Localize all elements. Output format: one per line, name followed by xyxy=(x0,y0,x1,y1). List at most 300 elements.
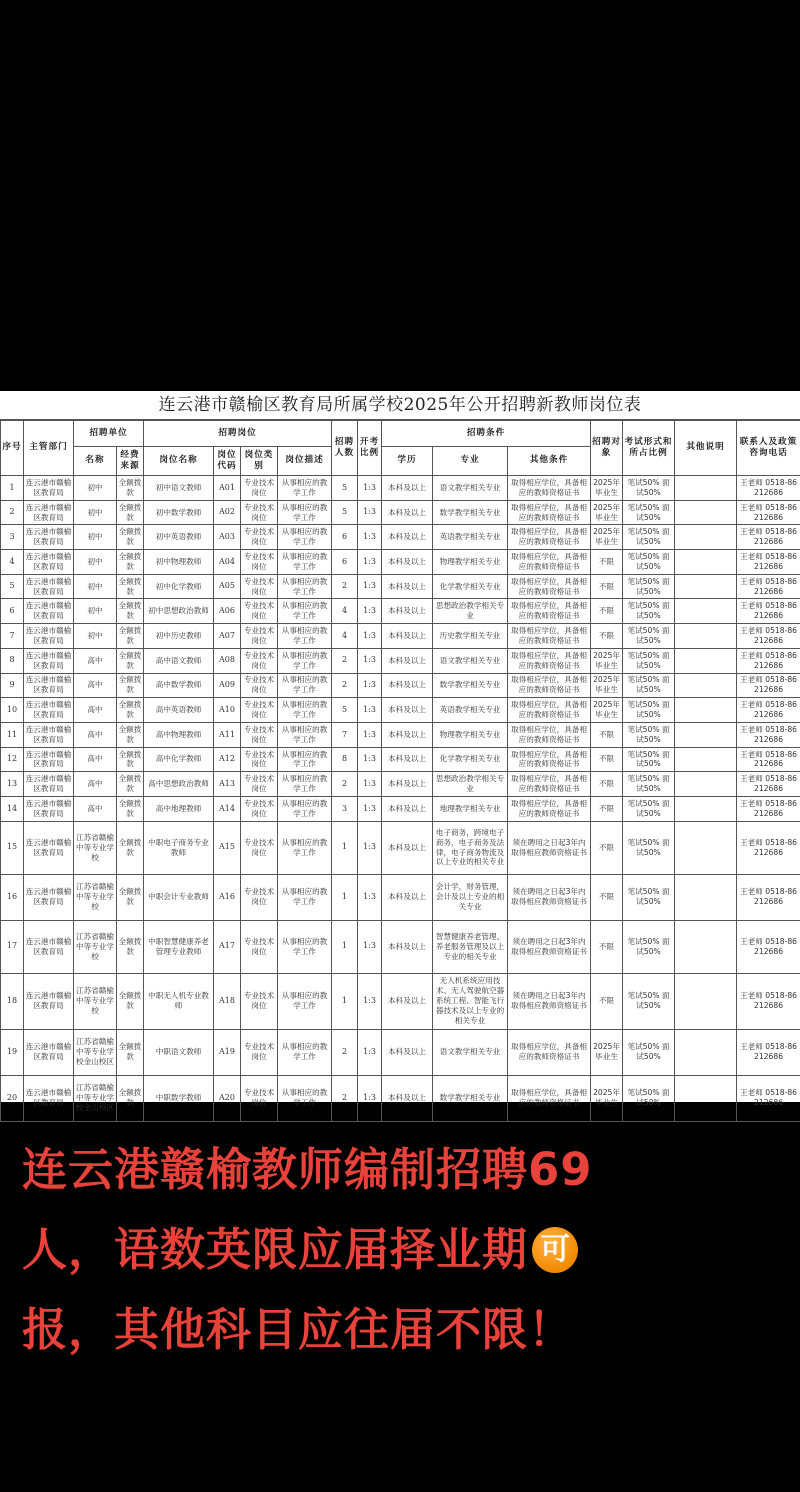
cell-target: 2025年毕业生 xyxy=(591,476,623,501)
cell-contact: 王老师 0518-86212686 xyxy=(737,1029,800,1075)
table-row xyxy=(1,648,800,673)
cell-contact: 王老师 0518-86212686 xyxy=(737,920,800,973)
cell-major: 英语教学相关专业 xyxy=(433,698,508,723)
cell-post-code: A03 xyxy=(214,525,241,550)
cell-contact: 王老师 0518-86212686 xyxy=(737,796,800,821)
cell-target: 2025年毕业生 xyxy=(591,525,623,550)
cell-contact: 王老师 0518-86212686 xyxy=(737,874,800,920)
cell-major: 数学教学相关专业 xyxy=(433,500,508,525)
cell-contact: 王老师 0518-86212686 xyxy=(737,648,800,673)
cell-other-cond: 须在聘用之日起3年内取得相应教师资格证书 xyxy=(508,821,591,874)
cell-education: 本科及以上 xyxy=(382,1029,433,1075)
cell-contact: 王老师 0518-86212686 xyxy=(737,599,800,624)
cell-notes xyxy=(675,673,737,698)
cell-funding: 全额拨款 xyxy=(117,772,144,797)
cell-dept: 连云港市赣榆区教育局 xyxy=(24,599,74,624)
table-row xyxy=(1,1029,800,1075)
cell-unit-name: 江苏省赣榆中等专业学校 xyxy=(74,973,117,1029)
cell-seq: 17 xyxy=(1,920,24,973)
cell-unit-name: 江苏省赣榆中等专业学校 xyxy=(74,874,117,920)
cell-other-cond: 取得相应学位，具备相应的教师资格证书 xyxy=(508,599,591,624)
cell-target: 不限 xyxy=(591,722,623,747)
cell-exam: 笔试50% 面试50% xyxy=(623,1075,675,1121)
table-row xyxy=(1,821,800,874)
cell-unit-name: 初中 xyxy=(74,500,117,525)
cell-post-type: 专业技术岗位 xyxy=(241,796,278,821)
cell-post-name: 初中历史教师 xyxy=(144,624,214,649)
cell-post-name: 初中化学教师 xyxy=(144,574,214,599)
cell-exam: 笔试50% 面试50% xyxy=(623,550,675,575)
cell-contact: 王老师 0518-86212686 xyxy=(737,698,800,723)
cell-seq: 14 xyxy=(1,796,24,821)
cell-funding: 全额拨款 xyxy=(117,796,144,821)
cell-exam: 笔试50% 面试50% xyxy=(623,821,675,874)
cell-seq: 16 xyxy=(1,874,24,920)
cell-ratio: 1:3 xyxy=(358,698,382,723)
cell-post-type: 专业技术岗位 xyxy=(241,874,278,920)
cell-unit-name: 江苏省赣榆中等专业学校 xyxy=(74,821,117,874)
header-post-desc: 岗位描述 xyxy=(278,447,332,476)
header-unit-group: 招聘单位 xyxy=(74,421,144,447)
cell-other-cond: 取得相应学位，具备相应的教师资格证书 xyxy=(508,500,591,525)
cell-contact: 王老师 0518-86212686 xyxy=(737,772,800,797)
table-row xyxy=(1,624,800,649)
header-post-name: 岗位名称 xyxy=(144,447,214,476)
cell-major: 思想政治教学相关专业 xyxy=(433,599,508,624)
cell-count: 4 xyxy=(332,599,358,624)
cell-target: 2025年毕业生 xyxy=(591,648,623,673)
cell-funding: 全额拨款 xyxy=(117,698,144,723)
cell-exam: 笔试50% 面试50% xyxy=(623,747,675,772)
caption-line-2 xyxy=(22,1210,800,1290)
cell-major: 化学教学相关专业 xyxy=(433,574,508,599)
cell-unit-name: 高中 xyxy=(74,747,117,772)
cell-contact: 王老师 0518-86212686 xyxy=(737,673,800,698)
cell-dept: 连云港市赣榆区教育局 xyxy=(24,973,74,1029)
cell-post-code: A07 xyxy=(214,624,241,649)
cell-funding: 全额拨款 xyxy=(117,648,144,673)
cell-funding: 全额拨款 xyxy=(117,973,144,1029)
cell-count: 5 xyxy=(332,476,358,501)
promo-caption xyxy=(0,1130,800,1390)
table-row xyxy=(1,722,800,747)
cell-major: 智慧健康养老管理、养老服务管理及以上专业的相关专业 xyxy=(433,920,508,973)
cell-funding: 全额拨款 xyxy=(117,1029,144,1075)
cell-education: 本科及以上 xyxy=(382,648,433,673)
cell-post-desc: 从事相应的教学工作 xyxy=(278,574,332,599)
cell-contact: 王老师 0518-86212686 xyxy=(737,574,800,599)
cell-count: 5 xyxy=(332,500,358,525)
cell-count: 2 xyxy=(332,574,358,599)
cell-dept: 连云港市赣榆区教育局 xyxy=(24,747,74,772)
header-seq: 序号 xyxy=(1,421,24,476)
cell-funding: 全额拨款 xyxy=(117,874,144,920)
cell-post-code: A14 xyxy=(214,796,241,821)
cell-post-name: 初中语文教师 xyxy=(144,476,214,501)
cell-education: 本科及以上 xyxy=(382,599,433,624)
cell-post-name: 高中化学教师 xyxy=(144,747,214,772)
cell-post-type: 专业技术岗位 xyxy=(241,698,278,723)
cell-exam: 笔试50% 面试50% xyxy=(623,648,675,673)
cell-major: 物理教学相关专业 xyxy=(433,550,508,575)
cell-count: 1 xyxy=(332,821,358,874)
cell-funding: 全额拨款 xyxy=(117,500,144,525)
cell-seq: 3 xyxy=(1,525,24,550)
cell-major: 语文教学相关专业 xyxy=(433,1029,508,1075)
cell-funding: 全额拨款 xyxy=(117,624,144,649)
cell-seq: 7 xyxy=(1,624,24,649)
cell-major: 电子商务，跨境电子商务，电子商务及法律，电子商务物流及以上专业的相关专业 xyxy=(433,821,508,874)
table-row xyxy=(1,599,800,624)
table-row xyxy=(1,772,800,797)
cell-notes xyxy=(675,624,737,649)
cell-seq: 2 xyxy=(1,500,24,525)
cell-count: 2 xyxy=(332,648,358,673)
cell-major: 化学教学相关专业 xyxy=(433,747,508,772)
cell-education: 本科及以上 xyxy=(382,821,433,874)
cell-other-cond: 取得相应学位，具备相应的教师资格证书 xyxy=(508,476,591,501)
cell-contact: 王老师 0518-86212686 xyxy=(737,550,800,575)
cell-unit-name: 江苏省赣榆中等专业学校金山校区 xyxy=(74,1029,117,1075)
cell-post-code: A02 xyxy=(214,500,241,525)
cell-target: 2025年毕业生 xyxy=(591,500,623,525)
cell-post-name: 高中物理教师 xyxy=(144,722,214,747)
cell-target: 不限 xyxy=(591,874,623,920)
cell-other-cond: 取得相应学位，具备相应的教师资格证书 xyxy=(508,648,591,673)
cell-ratio: 1:3 xyxy=(358,574,382,599)
cell-ratio: 1:3 xyxy=(358,476,382,501)
cell-major: 无人机系统应用技术、无人驾驶航空器系统工程、智能飞行器技术及以上专业的相关专业 xyxy=(433,973,508,1029)
cell-post-name: 初中英语教师 xyxy=(144,525,214,550)
cell-count: 1 xyxy=(332,874,358,920)
cell-seq: 4 xyxy=(1,550,24,575)
header-post-code: 岗位代码 xyxy=(214,447,241,476)
cell-post-name: 中职无人机专业教师 xyxy=(144,973,214,1029)
cell-count: 7 xyxy=(332,722,358,747)
cell-post-name: 中职会计专业教师 xyxy=(144,874,214,920)
cell-post-code: A12 xyxy=(214,747,241,772)
cell-notes xyxy=(675,874,737,920)
cell-seq: 12 xyxy=(1,747,24,772)
cell-education: 本科及以上 xyxy=(382,624,433,649)
cell-seq: 5 xyxy=(1,574,24,599)
header-dept: 主管部门 xyxy=(24,421,74,476)
cell-ratio: 1:3 xyxy=(358,722,382,747)
cell-post-desc: 从事相应的教学工作 xyxy=(278,722,332,747)
cell-unit-name: 初中 xyxy=(74,550,117,575)
cell-education: 本科及以上 xyxy=(382,476,433,501)
table-row xyxy=(1,920,800,973)
cell-post-type: 专业技术岗位 xyxy=(241,673,278,698)
table-row xyxy=(1,1075,800,1121)
cell-ratio: 1:3 xyxy=(358,821,382,874)
cell-post-desc: 从事相应的教学工作 xyxy=(278,673,332,698)
cell-post-name: 中职语文教师 xyxy=(144,1029,214,1075)
cell-education: 本科及以上 xyxy=(382,550,433,575)
cell-seq: 9 xyxy=(1,673,24,698)
cell-education: 本科及以上 xyxy=(382,973,433,1029)
cell-post-desc: 从事相应的教学工作 xyxy=(278,525,332,550)
cell-funding: 全额拨款 xyxy=(117,673,144,698)
cell-target: 不限 xyxy=(591,973,623,1029)
header-major: 专业 xyxy=(433,447,508,476)
cell-exam: 笔试50% 面试50% xyxy=(623,1029,675,1075)
cell-ratio: 1:3 xyxy=(358,772,382,797)
cell-other-cond: 须在聘用之日起3年内取得相应教师资格证书 xyxy=(508,874,591,920)
header-education: 学历 xyxy=(382,447,433,476)
cell-post-code: A16 xyxy=(214,874,241,920)
cell-other-cond: 取得相应学位，具备相应的教师资格证书 xyxy=(508,747,591,772)
cell-notes xyxy=(675,500,737,525)
cell-seq: 10 xyxy=(1,698,24,723)
cell-post-type: 专业技术岗位 xyxy=(241,821,278,874)
cell-notes xyxy=(675,973,737,1029)
job-posting-document xyxy=(0,391,800,1113)
cell-post-name: 初中物理教师 xyxy=(144,550,214,575)
cell-exam: 笔试50% 面试50% xyxy=(623,874,675,920)
cell-unit-name: 初中 xyxy=(74,624,117,649)
cell-contact: 王老师 0518-86212686 xyxy=(737,500,800,525)
cell-major: 地理教学相关专业 xyxy=(433,796,508,821)
cell-post-desc: 从事相应的教学工作 xyxy=(278,772,332,797)
cell-seq: 19 xyxy=(1,1029,24,1075)
cell-target: 不限 xyxy=(591,772,623,797)
cell-ratio: 1:3 xyxy=(358,747,382,772)
cell-exam: 笔试50% 面试50% xyxy=(623,525,675,550)
cell-post-code: A08 xyxy=(214,648,241,673)
cell-dept: 连云港市赣榆区教育局 xyxy=(24,624,74,649)
cell-unit-name: 初中 xyxy=(74,525,117,550)
cell-funding: 全额拨款 xyxy=(117,1075,144,1121)
cell-post-name: 中职电子商务专业教师 xyxy=(144,821,214,874)
cell-post-code: A11 xyxy=(214,722,241,747)
cell-other-cond: 须在聘用之日起3年内取得相应教师资格证书 xyxy=(508,920,591,973)
cell-dept: 连云港市赣榆区教育局 xyxy=(24,673,74,698)
cell-dept: 连云港市赣榆区教育局 xyxy=(24,796,74,821)
table-row xyxy=(1,574,800,599)
cell-count: 6 xyxy=(332,525,358,550)
cell-notes xyxy=(675,550,737,575)
cell-dept: 连云港市赣榆区教育局 xyxy=(24,698,74,723)
cell-funding: 全额拨款 xyxy=(117,525,144,550)
table-row xyxy=(1,673,800,698)
cell-major: 语文教学相关专业 xyxy=(433,648,508,673)
cell-post-type: 专业技术岗位 xyxy=(241,599,278,624)
cell-post-name: 高中语文教师 xyxy=(144,648,214,673)
cell-unit-name: 高中 xyxy=(74,648,117,673)
cell-major: 思想政治教学相关专业 xyxy=(433,772,508,797)
cell-education: 本科及以上 xyxy=(382,525,433,550)
top-black-area xyxy=(0,0,800,391)
cell-post-desc: 从事相应的教学工作 xyxy=(278,624,332,649)
cell-post-code: A17 xyxy=(214,920,241,973)
cell-post-code: A10 xyxy=(214,698,241,723)
cell-exam: 笔试50% 面试50% xyxy=(623,722,675,747)
cell-funding: 全额拨款 xyxy=(117,574,144,599)
cell-count: 3 xyxy=(332,796,358,821)
table-row xyxy=(1,476,800,501)
cell-unit-name: 初中 xyxy=(74,574,117,599)
cell-post-type: 专业技术岗位 xyxy=(241,920,278,973)
cell-target: 2025年毕业生 xyxy=(591,1029,623,1075)
cell-contact: 王老师 0518-86212686 xyxy=(737,973,800,1029)
cell-other-cond: 取得相应学位，具备相应的教师资格证书 xyxy=(508,574,591,599)
header-exam: 考试形式和所占比例 xyxy=(623,421,675,476)
cell-seq: 1 xyxy=(1,476,24,501)
cell-target: 2025年毕业生 xyxy=(591,673,623,698)
cell-dept: 连云港市赣榆区教育局 xyxy=(24,525,74,550)
cell-notes xyxy=(675,525,737,550)
cell-education: 本科及以上 xyxy=(382,796,433,821)
cell-education: 本科及以上 xyxy=(382,722,433,747)
cell-other-cond: 取得相应学位，具备相应的教师资格证书 xyxy=(508,772,591,797)
cell-ratio: 1:3 xyxy=(358,624,382,649)
cell-post-type: 专业技术岗位 xyxy=(241,624,278,649)
cell-dept: 连云港市赣榆区教育局 xyxy=(24,500,74,525)
cell-dept: 连云港市赣榆区教育局 xyxy=(24,874,74,920)
cell-post-code: A20 xyxy=(214,1075,241,1121)
cell-notes xyxy=(675,574,737,599)
header-notes: 其他说明 xyxy=(675,421,737,476)
cell-contact: 王老师 0518-86212686 xyxy=(737,722,800,747)
cell-post-desc: 从事相应的教学工作 xyxy=(278,599,332,624)
cell-count: 2 xyxy=(332,772,358,797)
cell-post-code: A19 xyxy=(214,1029,241,1075)
table-row xyxy=(1,500,800,525)
cell-dept: 连云港市赣榆区教育局 xyxy=(24,920,74,973)
header-contact: 联系人及政策咨询电话 xyxy=(737,421,800,476)
cell-notes xyxy=(675,599,737,624)
ke-emoji-icon: 可 xyxy=(532,1227,578,1273)
cell-major: 物理教学相关专业 xyxy=(433,722,508,747)
cell-post-type: 专业技术岗位 xyxy=(241,525,278,550)
cell-exam: 笔试50% 面试50% xyxy=(623,673,675,698)
cell-education: 本科及以上 xyxy=(382,500,433,525)
cell-post-desc: 从事相应的教学工作 xyxy=(278,747,332,772)
cell-notes xyxy=(675,476,737,501)
cell-target: 不限 xyxy=(591,624,623,649)
cell-exam: 笔试50% 面试50% xyxy=(623,599,675,624)
cell-post-type: 专业技术岗位 xyxy=(241,476,278,501)
cell-post-name: 高中英语教师 xyxy=(144,698,214,723)
cell-target: 不限 xyxy=(591,599,623,624)
cell-funding: 全额拨款 xyxy=(117,747,144,772)
cell-count: 4 xyxy=(332,624,358,649)
cell-post-name: 高中地理教师 xyxy=(144,796,214,821)
cell-notes xyxy=(675,722,737,747)
cell-unit-name: 江苏省赣榆中等专业学校 xyxy=(74,920,117,973)
cell-seq: 20 xyxy=(1,1075,24,1121)
cell-other-cond: 须在聘用之日起3年内取得相应教师资格证书 xyxy=(508,973,591,1029)
cell-unit-name: 高中 xyxy=(74,698,117,723)
cell-post-name: 中职智慧健康养老管理专业教师 xyxy=(144,920,214,973)
caption-line-1: 连云港赣榆教师编制招聘69 xyxy=(22,1143,593,1196)
cell-major: 英语教学相关专业 xyxy=(433,525,508,550)
cell-target: 不限 xyxy=(591,747,623,772)
cell-notes xyxy=(675,648,737,673)
cell-ratio: 1:3 xyxy=(358,874,382,920)
cell-count: 2 xyxy=(332,673,358,698)
cell-major: 数学教学相关专业 xyxy=(433,1075,508,1121)
cell-post-code: A15 xyxy=(214,821,241,874)
cell-funding: 全额拨款 xyxy=(117,722,144,747)
cell-dept: 连云港市赣榆区教育局 xyxy=(24,574,74,599)
cell-education: 本科及以上 xyxy=(382,574,433,599)
table-row xyxy=(1,747,800,772)
cell-seq: 6 xyxy=(1,599,24,624)
cell-exam: 笔试50% 面试50% xyxy=(623,574,675,599)
cell-post-code: A09 xyxy=(214,673,241,698)
cell-contact: 王老师 0518-86212686 xyxy=(737,1075,800,1121)
cell-target: 不限 xyxy=(591,550,623,575)
cell-dept: 连云港市赣榆区教育局 xyxy=(24,550,74,575)
table-row xyxy=(1,525,800,550)
cell-funding: 全额拨款 xyxy=(117,476,144,501)
cell-target: 2025年毕业生 xyxy=(591,1075,623,1121)
cell-notes xyxy=(675,1029,737,1075)
cell-post-type: 专业技术岗位 xyxy=(241,500,278,525)
cell-other-cond: 取得相应学位，具备相应的教师资格证书 xyxy=(508,796,591,821)
cell-seq: 18 xyxy=(1,973,24,1029)
cell-notes xyxy=(675,821,737,874)
cell-exam: 笔试50% 面试50% xyxy=(623,973,675,1029)
cell-post-desc: 从事相应的教学工作 xyxy=(278,973,332,1029)
cell-post-desc: 从事相应的教学工作 xyxy=(278,874,332,920)
cell-unit-name: 高中 xyxy=(74,772,117,797)
header-cond-group: 招聘条件 xyxy=(382,421,591,447)
caption-line-3: 报，其他科目应往届不限！ xyxy=(22,1303,575,1356)
cell-post-code: A18 xyxy=(214,973,241,1029)
cell-post-code: A01 xyxy=(214,476,241,501)
cell-count: 5 xyxy=(332,698,358,723)
cell-contact: 王老师 0518-86212686 xyxy=(737,821,800,874)
header-other-cond: 其他条件 xyxy=(508,447,591,476)
cell-count: 8 xyxy=(332,747,358,772)
cell-count: 1 xyxy=(332,973,358,1029)
cell-exam: 笔试50% 面试50% xyxy=(623,624,675,649)
cell-education: 本科及以上 xyxy=(382,920,433,973)
cell-dept: 连云港市赣榆区教育局 xyxy=(24,476,74,501)
cell-post-code: A13 xyxy=(214,772,241,797)
cell-ratio: 1:3 xyxy=(358,796,382,821)
cell-ratio: 1:3 xyxy=(358,648,382,673)
cell-other-cond: 取得相应学位，具备相应的教师资格证书 xyxy=(508,624,591,649)
cell-count: 1 xyxy=(332,920,358,973)
cell-post-desc: 从事相应的教学工作 xyxy=(278,1075,332,1121)
header-ratio: 开考比例 xyxy=(358,421,382,476)
cell-education: 本科及以上 xyxy=(382,698,433,723)
cell-dept: 连云港市赣榆区教育局 xyxy=(24,1075,74,1121)
cell-dept: 连云港市赣榆区教育局 xyxy=(24,648,74,673)
cell-ratio: 1:3 xyxy=(358,920,382,973)
cell-dept: 连云港市赣榆区教育局 xyxy=(24,772,74,797)
cell-unit-name: 初中 xyxy=(74,476,117,501)
cell-notes xyxy=(675,772,737,797)
cell-seq: 13 xyxy=(1,772,24,797)
cell-ratio: 1:3 xyxy=(358,1029,382,1075)
cell-exam: 笔试50% 面试50% xyxy=(623,772,675,797)
cell-seq: 8 xyxy=(1,648,24,673)
cell-other-cond: 取得相应学位，具备相应的教师资格证书 xyxy=(508,722,591,747)
table-row xyxy=(1,973,800,1029)
cell-education: 本科及以上 xyxy=(382,772,433,797)
cell-ratio: 1:3 xyxy=(358,500,382,525)
cell-other-cond: 取得相应学位，具备相应的教师资格证书 xyxy=(508,673,591,698)
table-row xyxy=(1,698,800,723)
cell-other-cond: 取得相应学位，具备相应的教师资格证书 xyxy=(508,1075,591,1121)
cell-seq: 15 xyxy=(1,821,24,874)
cell-post-type: 专业技术岗位 xyxy=(241,1029,278,1075)
